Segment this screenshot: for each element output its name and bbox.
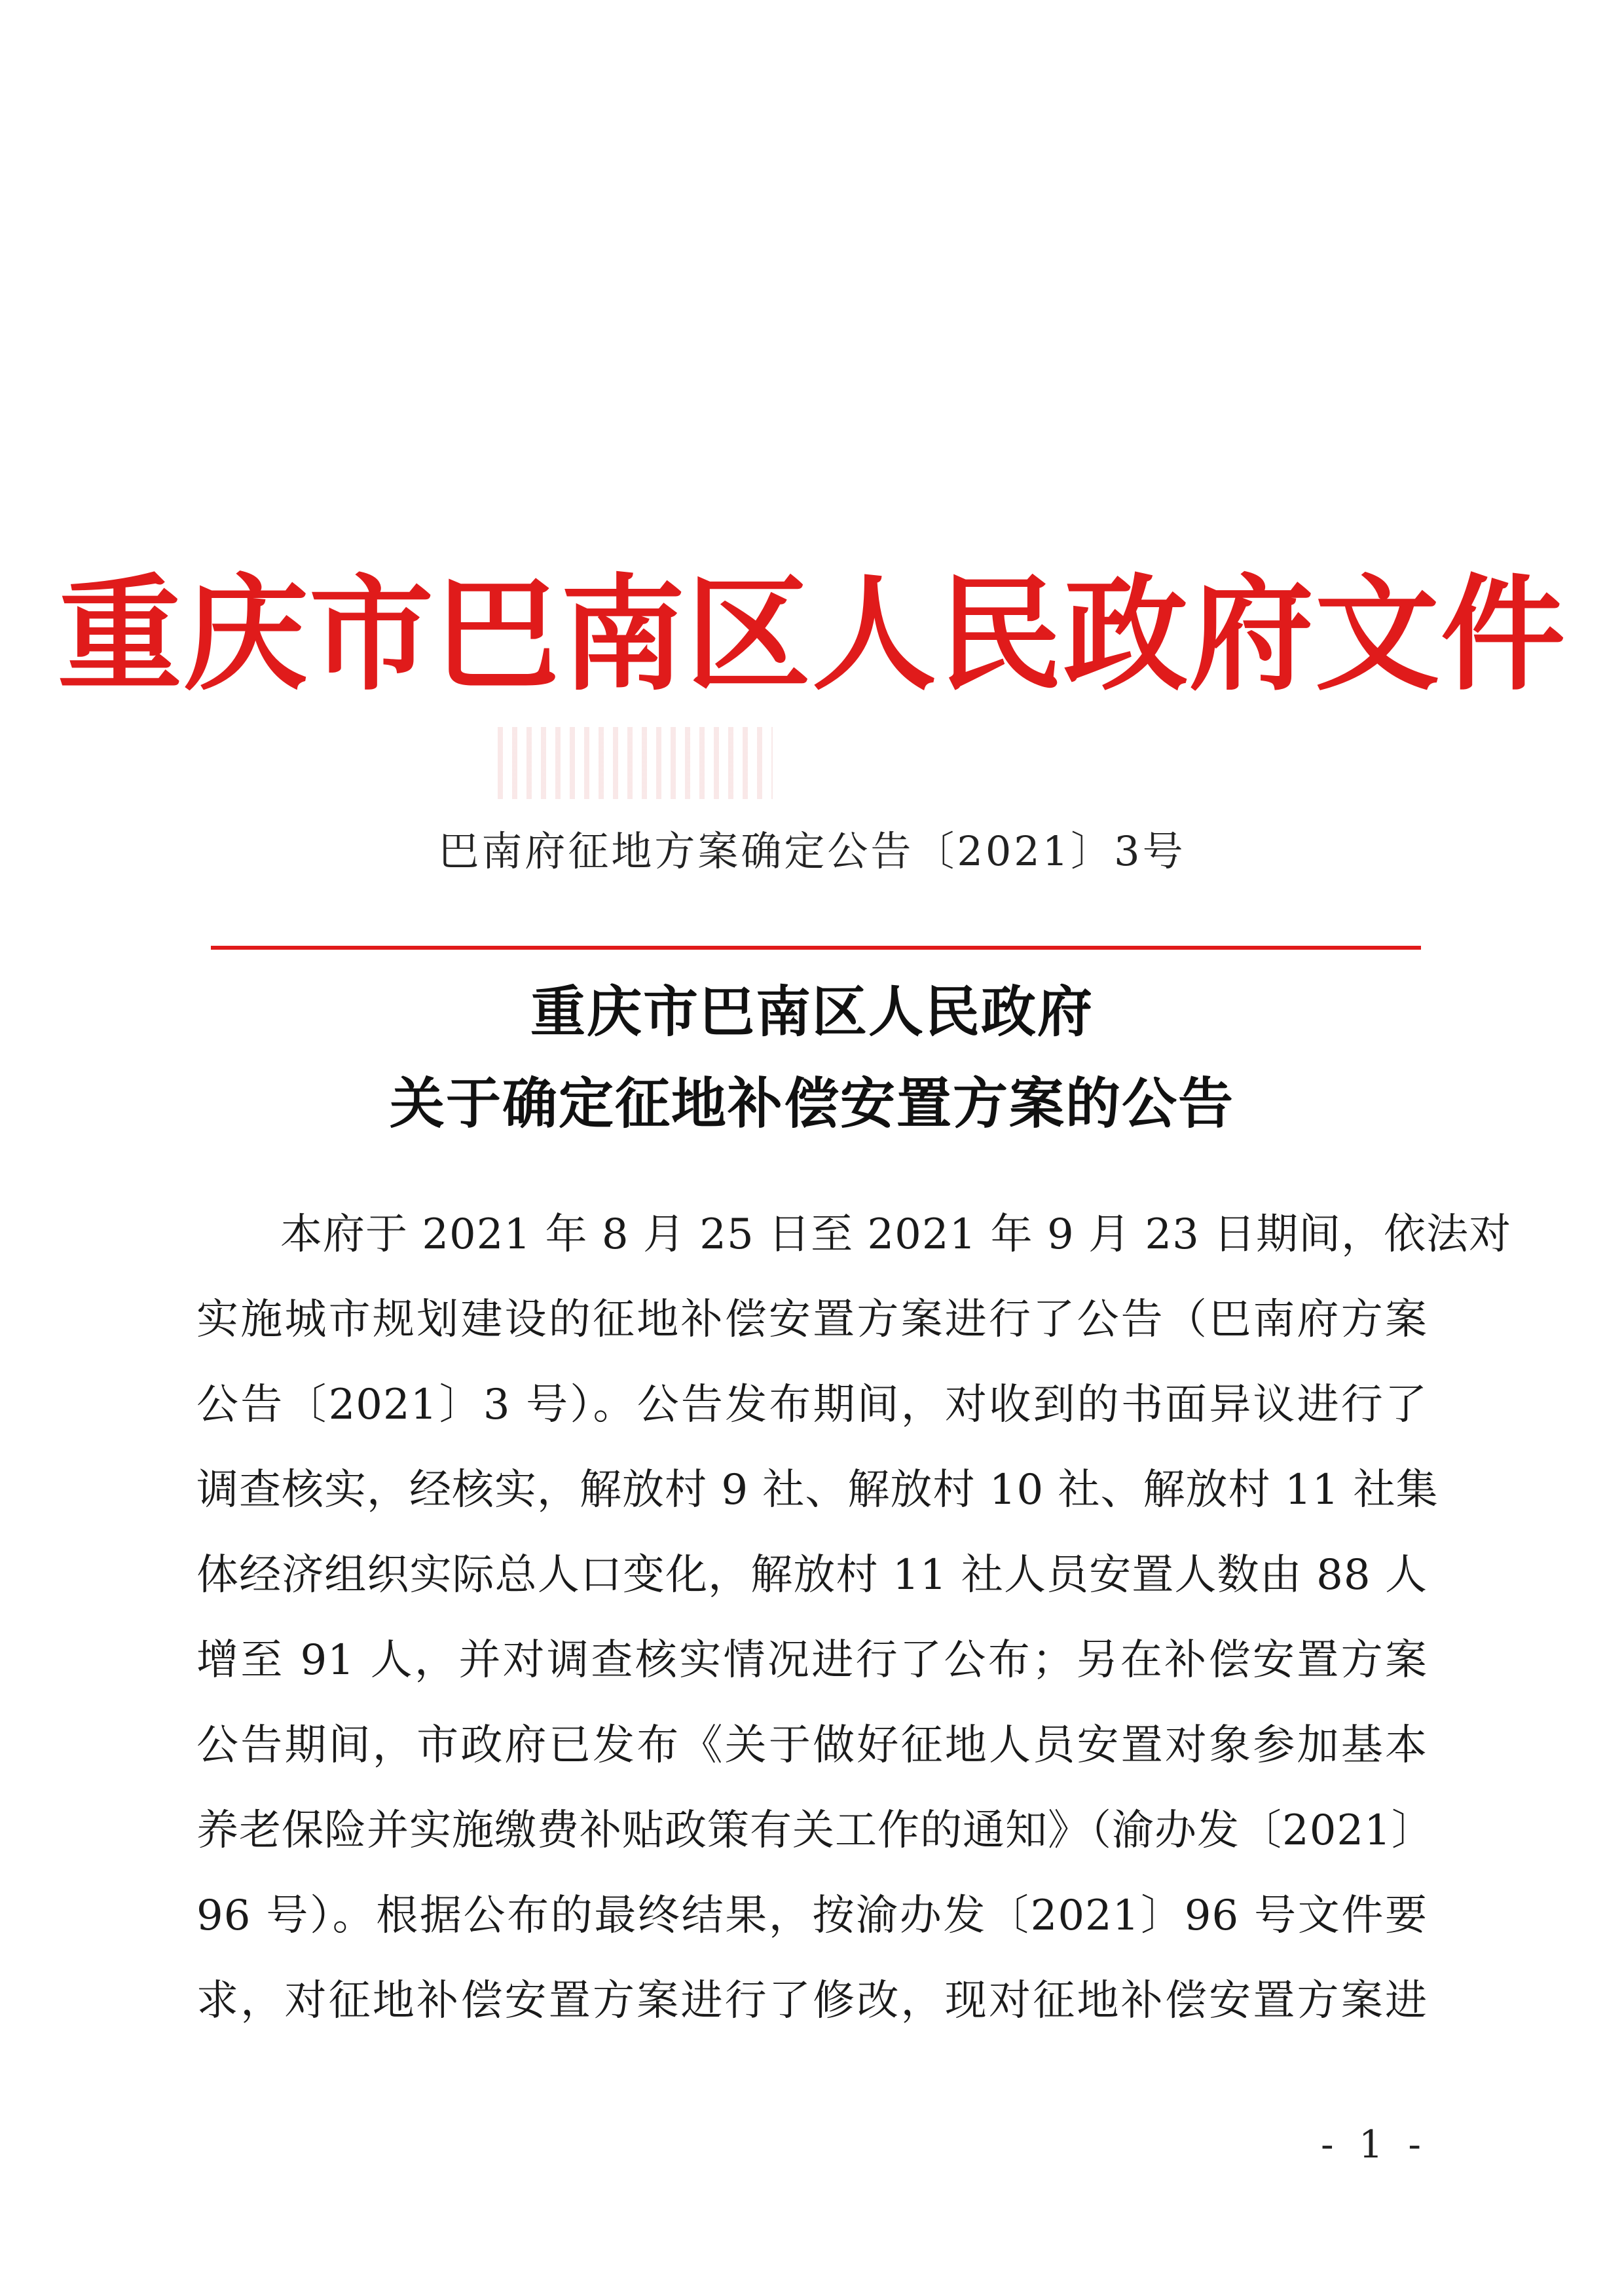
body-line: 养老保险并实施缴费补贴政策有关工作的通知》（渝办发〔2021〕	[196, 1806, 1434, 1855]
document-number: 巴南府征地方案确定公告〔2021〕3号	[438, 827, 1186, 875]
body-line: 增至 91 人，并对调查核实情况进行了公布；另在补偿安置方案	[196, 1636, 1428, 1685]
notice-title-line-1: 重庆市巴南区人民政府	[530, 979, 1094, 1044]
page-number: - 1 -	[1321, 2122, 1428, 2167]
body-line: 求，对征地补偿安置方案进行了修改，现对征地补偿安置方案进	[196, 1977, 1428, 2025]
body-line: 公告〔2021〕3 号）。公告发布期间，对收到的书面异议进行了	[196, 1381, 1428, 1429]
stamp-bleed-mark	[498, 727, 773, 799]
body-line: 调查核实，经核实，解放村 9 社、解放村 10 社、解放村 11 社集	[196, 1466, 1439, 1514]
notice-body	[196, 1192, 1512, 2043]
body-line: 实施城市规划建设的征地补偿安置方案进行了公告（巴南府方案	[196, 1296, 1428, 1344]
body-line: 96 号）。根据公布的最终结果，按渝办发〔2021〕96 号文件要	[196, 1892, 1428, 1940]
body-line: 体经济组织实际总人口变化，解放村 11 社人员安置人数由 88 人	[196, 1551, 1428, 1599]
notice-title-line-2: 关于确定征地补偿安置方案的公告	[389, 1071, 1234, 1136]
body-line: 公告期间，市政府已发布《关于做好征地人员安置对象参加基本	[196, 1721, 1428, 1770]
masthead-title: 重庆市巴南区人民政府文件	[57, 563, 1566, 707]
red-divider-rule	[211, 946, 1421, 950]
body-line: 本府于 2021 年 8 月 25 日至 2021 年 9 月 23 日期间，依法对	[280, 1210, 1512, 1259]
